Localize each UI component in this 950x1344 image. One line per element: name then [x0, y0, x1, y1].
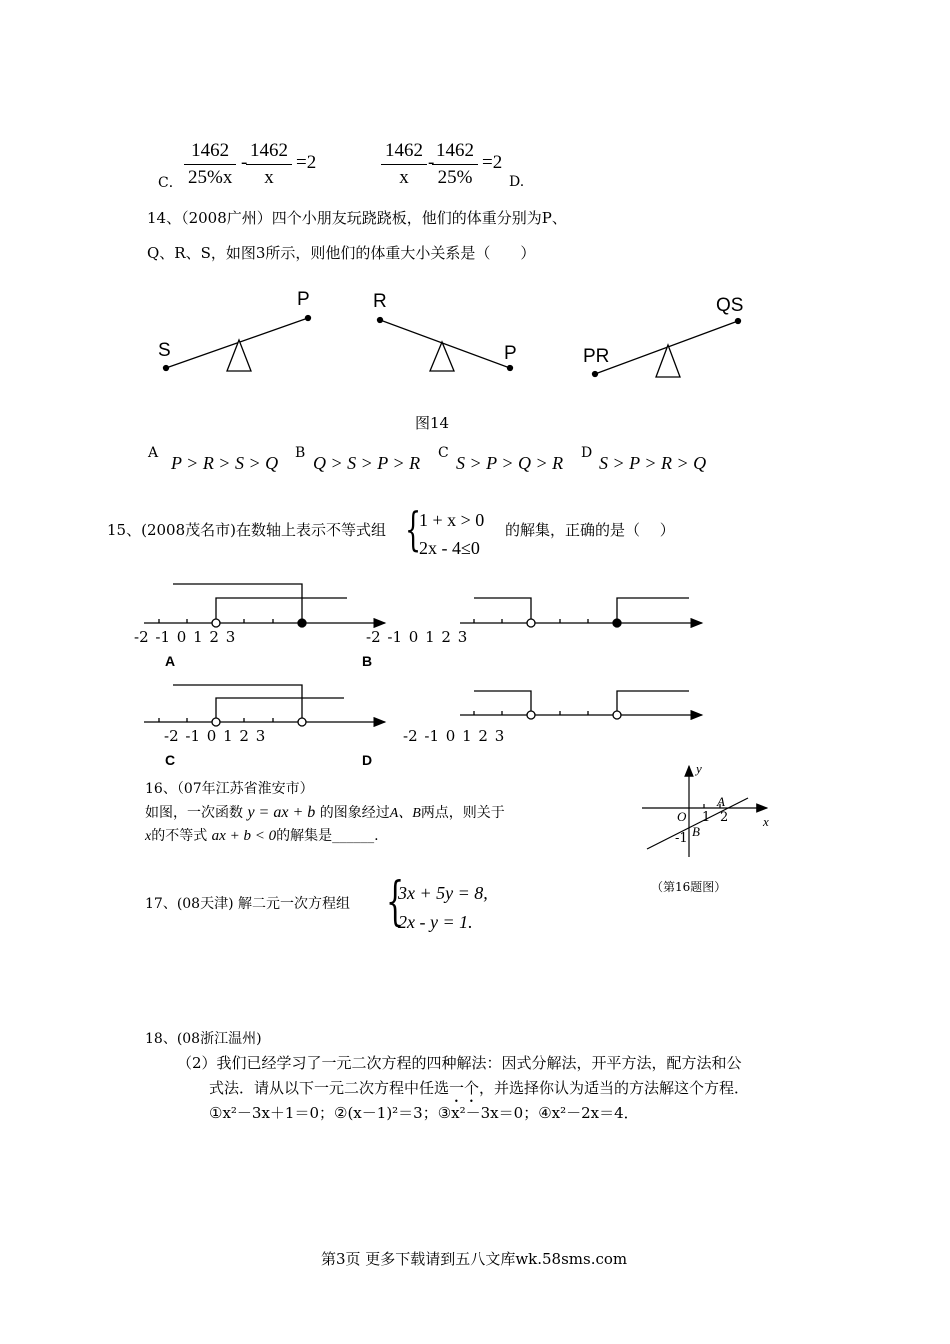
q14-option-a-expr: P > R > S > Q: [171, 453, 279, 473]
fraction-denominator: x: [264, 167, 274, 188]
fraction-c1: [184, 140, 236, 189]
seesaw2-left-label: R: [373, 291, 387, 312]
number-line-d: [460, 691, 702, 719]
graph-origin-label: O: [677, 809, 687, 824]
text: 两点，则关于: [420, 805, 505, 821]
figure-caption: 图14: [415, 414, 450, 432]
q15-suffix: 的解集，正确的是（ ）: [505, 521, 675, 539]
q14-line1: 14、（2008广州）四个小朋友玩跷跷板，他们的体重分别为P、: [147, 209, 567, 227]
equation-1: 3x + 5y = 8,: [398, 883, 488, 903]
graph-tick-2: 2: [720, 810, 729, 825]
equation-2: 2x - y = 1.: [398, 912, 473, 932]
seesaw-2: [378, 318, 513, 372]
q15-prefix: 15、(2008茂名市)在数轴上表示不等式组: [107, 521, 386, 539]
text: 如图，一次函数: [145, 805, 243, 821]
graph-point-a-label: A: [717, 794, 725, 809]
text: ，并选择你认为适当的方法解这个方程．: [479, 1079, 750, 1097]
text: 的解集是______.: [276, 828, 379, 844]
option-d-letter: D.: [509, 174, 525, 190]
brace: {: [386, 872, 405, 932]
q16-line2: [145, 825, 379, 845]
q16-figure-caption: （第16题图）: [651, 880, 727, 894]
fraction-numerator: 1462: [191, 140, 230, 161]
fraction-numerator: 1462: [250, 140, 288, 161]
seesaw1-right-label: P: [297, 289, 310, 310]
graph-x-label: x: [763, 814, 769, 829]
ticks-a: -2 -1 0 1 2 3: [134, 628, 236, 646]
fraction-denominator: 25%x: [188, 167, 233, 188]
graph-tick-neg1: -1: [675, 831, 688, 846]
emphasized-text: 一个: [449, 1079, 480, 1097]
label-d: D: [362, 752, 373, 768]
label-b: B: [362, 653, 373, 669]
equals-two: =2: [482, 152, 503, 173]
fraction-numerator: 1462: [385, 140, 423, 161]
minus-sign: -: [428, 152, 435, 173]
ticks-d: -2 -1 0 1 2 3: [403, 727, 505, 745]
seesaw3-right-label: QS: [716, 295, 744, 316]
text: 的不等式: [151, 828, 208, 844]
inequality-expression: ax + b < 0: [211, 828, 277, 844]
label-c: C: [165, 752, 176, 768]
fraction-c2: [246, 140, 292, 189]
text: 式法．请从以下一元二次方程中任选: [209, 1079, 450, 1097]
label-a: A: [165, 653, 176, 669]
q14-option-b-expr: Q > S > P > R: [313, 453, 421, 473]
variable-x: x: [145, 829, 152, 844]
q14-option-b-letter: B: [295, 445, 306, 461]
number-line-b: [460, 598, 702, 627]
function-expression: y = ax + b: [247, 804, 316, 821]
fraction-denominator: x: [399, 167, 409, 188]
points-label: A、B: [389, 806, 421, 821]
q17-prefix: 17、(08天津) 解二元一次方程组: [145, 896, 351, 912]
graph-tick-1: 1: [702, 810, 711, 825]
q14-option-a-letter: A: [148, 445, 159, 461]
graph-y-label: y: [696, 761, 702, 776]
number-line-c: [144, 685, 385, 726]
text: 的图象经过: [319, 805, 390, 821]
q14-option-c-expr: S > P > Q > R: [456, 453, 564, 473]
option-c-letter: C．: [158, 175, 183, 191]
q17-eq2: [398, 912, 473, 933]
ticks-b: -2 -1 0 1 2 3: [366, 628, 468, 646]
q14-option-d-letter: D: [581, 445, 593, 461]
seesaw3-left-label: PR: [583, 346, 610, 367]
q18-title: 18、(08浙江温州): [145, 1031, 262, 1047]
minus-sign: -: [241, 152, 248, 173]
q18-part-a: （2）我们已经学习了一元二次方程的四种解法：因式分解法，开平方法，配方法和公: [177, 1054, 742, 1072]
seesaw2-right-label: P: [504, 343, 517, 364]
fraction-numerator: 1462: [436, 140, 474, 161]
seesaw1-left-label: S: [158, 340, 171, 361]
number-line-a: [144, 584, 385, 627]
seesaw-3: [593, 319, 741, 378]
graph-point-b-label: B: [692, 824, 700, 839]
q15-ineq1: 1 + x > 0: [419, 510, 485, 530]
fraction-d1: [381, 140, 427, 189]
seesaw-1: [164, 316, 311, 372]
q15-ineq2: 2x - 4≤0: [419, 538, 480, 558]
q14-option-d-expr: S > P > R > Q: [599, 453, 707, 473]
brace: {: [405, 502, 422, 556]
fraction-denominator: 25%: [437, 167, 473, 188]
q14-option-c-letter: C: [438, 445, 449, 461]
page-footer: 第3页 更多下载请到五八文库wk.58sms.com: [321, 1250, 628, 1268]
ticks-c: -2 -1 0 1 2 3: [164, 727, 266, 745]
equals-two: =2: [296, 152, 317, 173]
q18-equations: ①x²－3x＋1＝0；②(x－1)²＝3；③x²－3x＝0；④x²－2x＝4．: [209, 1104, 639, 1122]
q17-eq1: [398, 883, 488, 904]
fraction-d2: [432, 140, 478, 189]
q14-line2: Q、R、S，如图3所示，则他们的体重大小关系是（ ）: [147, 244, 536, 262]
q16-title: 16、（07年江苏省淮安市）: [145, 781, 314, 797]
q16-line1: [145, 802, 505, 822]
